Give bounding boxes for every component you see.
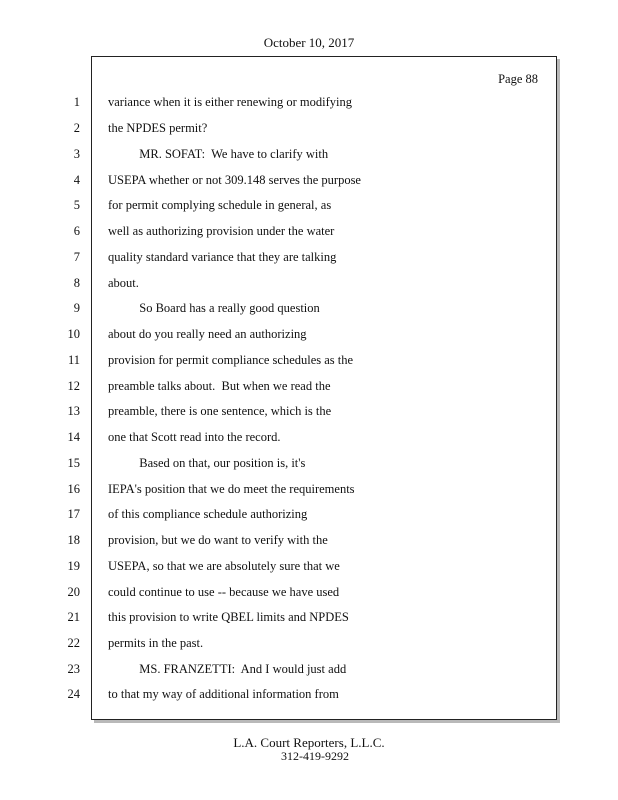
- line-number: 24: [67, 687, 80, 701]
- line-number: 10: [67, 327, 80, 341]
- line-number: 18: [67, 533, 80, 547]
- line-number: 17: [67, 507, 80, 521]
- transcript-line: about.: [108, 276, 139, 290]
- transcript-line: the NPDES permit?: [108, 121, 208, 135]
- line-number: 21: [67, 610, 80, 624]
- transcript-line: this provision to write QBEL limits and NPDES: [108, 610, 349, 624]
- line-number: 6: [73, 224, 80, 238]
- transcript-line: MR. SOFAT: We have to clarify with: [108, 147, 329, 161]
- transcript-line: variance when it is either renewing or modifying: [108, 95, 353, 109]
- line-number: 20: [67, 585, 80, 599]
- line-number: 16: [67, 482, 80, 496]
- transcript-line: permits in the past.: [108, 636, 204, 650]
- transcript-line: Based on that, our position is, it's: [108, 456, 306, 470]
- line-number: 4: [73, 173, 80, 187]
- transcript-line: could continue to use -- because we have used: [108, 585, 340, 599]
- transcript-line: one that Scott read into the record.: [108, 430, 281, 444]
- transcript-line: USEPA, so that we are absolutely sure that we: [108, 559, 340, 573]
- transcript-line: provision for permit compliance schedules as the: [108, 353, 354, 367]
- transcript-line: to that my way of additional information from: [108, 687, 339, 701]
- line-number: 14: [67, 430, 80, 444]
- transcript-line: for permit complying schedule in general, as: [108, 198, 332, 212]
- transcript-line: IEPA's position that we do meet the requirements: [108, 482, 355, 496]
- transcript-line: well as authorizing provision under the water: [108, 224, 335, 238]
- line-number: 9: [73, 301, 80, 315]
- transcript-line: provision, but we do want to verify with the: [108, 533, 328, 547]
- line-number: 8: [73, 276, 80, 290]
- transcript-line: MS. FRANZETTI: And I would just add: [108, 662, 347, 676]
- transcript-line: about do you really need an authorizing: [108, 327, 307, 341]
- transcript-line: preamble talks about. But when we read the: [108, 379, 331, 393]
- transcript-line: quality standard variance that they are talking: [108, 250, 337, 264]
- line-number: 13: [67, 404, 80, 418]
- court-reporter-phone: 312-419-9292: [281, 749, 349, 763]
- line-number: 2: [73, 121, 80, 135]
- page-number: Page 88: [498, 72, 538, 86]
- transcript-line: of this compliance schedule authorizing: [108, 507, 308, 521]
- line-number: 5: [73, 198, 80, 212]
- court-reporter-company: L.A. Court Reporters, L.L.C.: [233, 735, 385, 750]
- line-number: 12: [67, 379, 80, 393]
- line-number: 11: [67, 353, 80, 367]
- line-number: 15: [67, 456, 80, 470]
- line-number: 3: [73, 147, 80, 161]
- line-number: 22: [67, 636, 80, 650]
- transcript-date: October 10, 2017: [263, 35, 355, 50]
- line-number: 1: [73, 95, 80, 109]
- line-number: 7: [73, 250, 80, 264]
- transcript-line: preamble, there is one sentence, which is the: [108, 404, 332, 418]
- line-number: 23: [67, 662, 80, 676]
- transcript-line: USEPA whether or not 309.148 serves the purpose: [108, 173, 361, 187]
- transcript-line: So Board has a really good question: [108, 301, 320, 315]
- line-number: 19: [67, 559, 80, 573]
